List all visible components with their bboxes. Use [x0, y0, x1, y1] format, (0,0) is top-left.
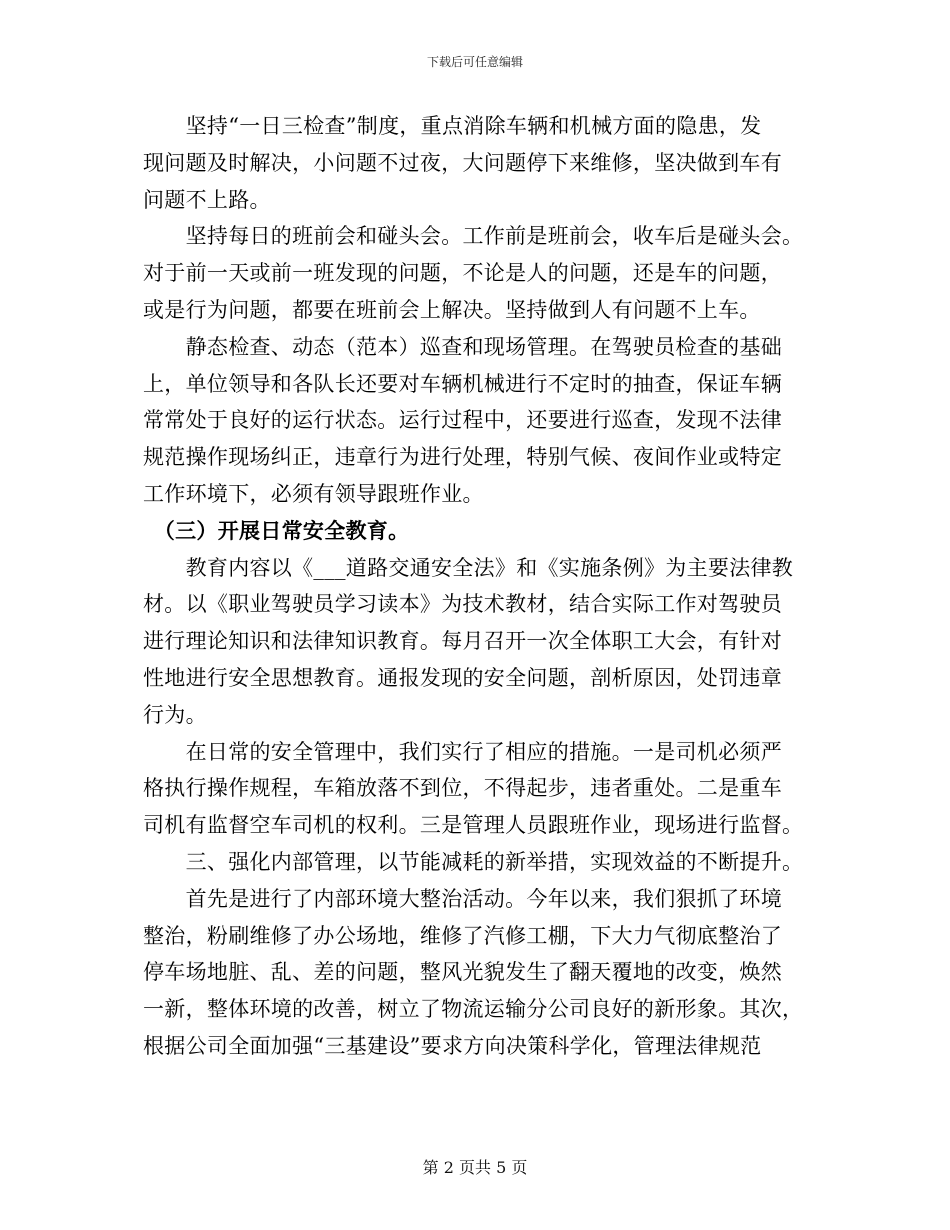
text-line: 静态检查、动态（范本）巡查和现场管理。在驾驶员检查的基础 [143, 334, 782, 359]
text-line: 司机有监督空车司机的权利。三是管理人员跟班作业，现场进行监督。 [143, 813, 804, 838]
section-heading: （三）开展日常安全教育。 [143, 517, 410, 543]
text-line: 在日常的安全管理中，我们实行了相应的措施。一是司机必须严 [143, 739, 782, 764]
page-footer: 第 2 页共 5 页 [422, 1158, 528, 1177]
document-body [143, 108, 810, 1065]
text-line: 或是行为问题，都要在班前会上解决。坚持做到人有问题不上车。 [143, 297, 761, 322]
page-header: 下载后可任意编辑 [426, 55, 523, 69]
text-line: 常常处于良好的运行状态。运行过程中，还要进行巡查，发现不法律 [143, 408, 782, 433]
text-line: 教育内容以《___道路交通安全法》和《实施条例》为主要法律教 [143, 555, 794, 580]
text-line: 一新，整体环境的改善，树立了物流运输分公司良好的新形象。其次， [143, 997, 804, 1022]
text-line: 坚持“一日三检查”制度，重点消除车辆和机械方面的隐患，发 [143, 114, 762, 138]
text-line: 问题不上路。 [143, 187, 271, 212]
text-line: 坚持每日的班前会和碰头会。工作前是班前会，收车后是碰头会。 [143, 224, 804, 249]
text-line: 首先是进行了内部环境大整治活动。今年以来，我们狠抓了环境 [143, 886, 782, 911]
text-line: 性地进行安全思想教育。通报发现的安全问题，剖析原因，处罚违章 [143, 665, 782, 690]
text-line: 根据公司全面加强“三基建设”要求方向决策科学化，管理法律规范 [143, 1033, 762, 1058]
text-line: 整治，粉刷维修了办公场地，维修了汽修工棚，下大力气彻底整治了 [143, 923, 782, 948]
text-line: 三、强化内部管理，以节能减耗的新举措，实现效益的不断提升。 [143, 849, 804, 874]
text-line: 现问题及时解决，小问题不过夜，大问题停下来维修，坚决做到车有 [143, 150, 782, 175]
text-line: 行为。 [143, 702, 207, 727]
text-line: 规范操作现场纠正，违章行为进行处理，特别气候、夜间作业或特定 [143, 445, 782, 470]
text-line: 材。以《职业驾驶员学习读本》为技术教材，结合实际工作对驾驶员 [143, 592, 782, 617]
text-line: 上，单位领导和各队长还要对车辆机械进行不定时的抽查，保证车辆 [143, 371, 782, 396]
text-line: 进行理论知识和法律知识教育。每月召开一次全体职工大会，有针对 [143, 629, 782, 654]
text-line: 对于前一天或前一班发现的问题，不论是人的问题，还是车的问题， [143, 261, 782, 286]
text-line: 格执行操作规程，车箱放落不到位，不得起步，违者重处。二是重车 [143, 776, 782, 801]
text-line: 工作环境下，必须有领导跟班作业。 [143, 481, 484, 506]
text-line: 停车场地脏、乱、差的问题，整风光貌发生了翻天覆地的改变，焕然 [143, 960, 782, 985]
